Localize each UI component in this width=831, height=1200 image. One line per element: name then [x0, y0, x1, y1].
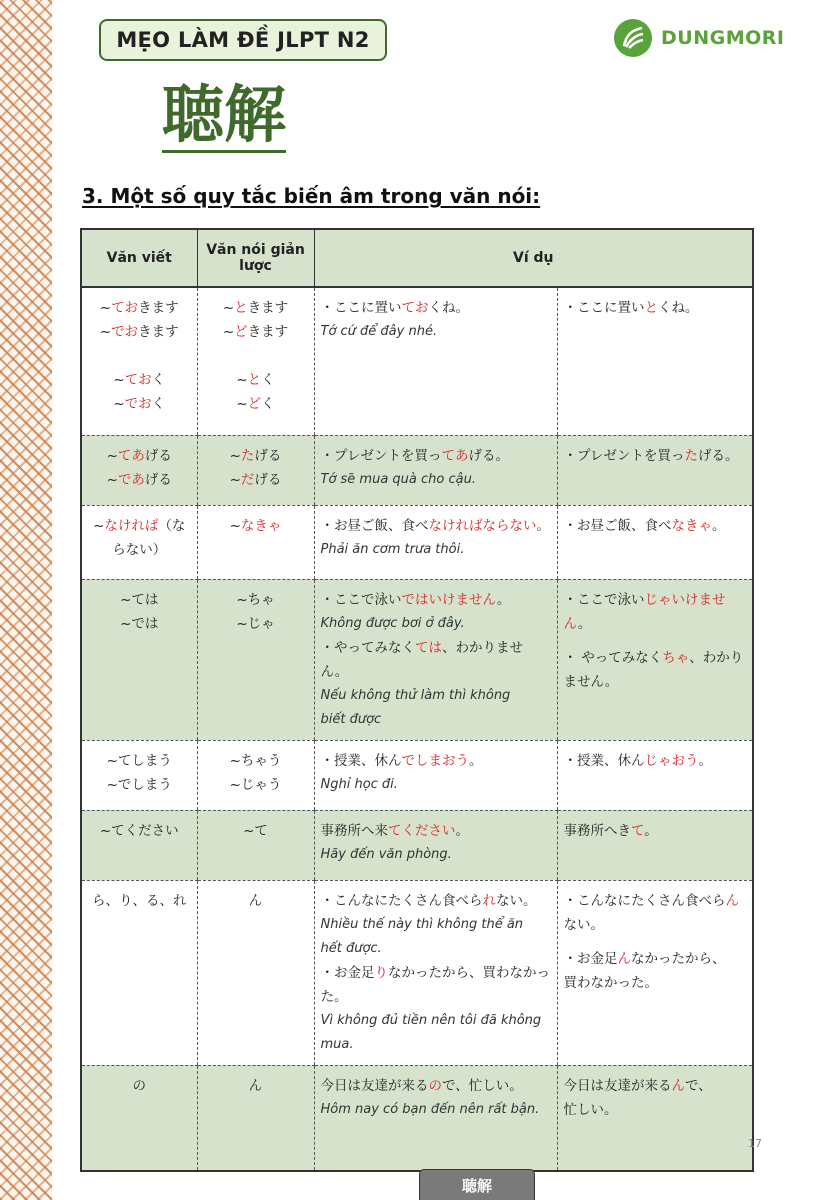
text-segment: 。 — [469, 752, 483, 769]
text-segment: ~ — [99, 300, 112, 316]
example-full-cell — [314, 287, 557, 435]
example-line — [564, 749, 747, 773]
table-row — [81, 810, 753, 880]
example-full-cell — [314, 810, 557, 880]
highlight-text: てください — [388, 822, 456, 839]
text-segment: Nếu không thử làm thì không — [320, 687, 511, 703]
example-full-cell — [314, 435, 557, 505]
text-segment: Nhiều thế này thì không thể ăn — [320, 916, 524, 932]
text-segment: ん — [248, 892, 263, 909]
highlight-text: た — [684, 447, 698, 464]
cell-line — [88, 773, 191, 797]
highlight-text: でお — [111, 324, 139, 340]
text-segment: 。 — [712, 517, 726, 534]
cell-line — [88, 588, 191, 612]
title-badge — [99, 19, 387, 61]
example-full-cell — [314, 505, 557, 579]
highlight-text: れ — [482, 892, 496, 909]
cell-line — [204, 514, 308, 538]
example-line — [564, 670, 747, 694]
highlight-text: ではいけません — [401, 591, 497, 608]
text-segment: ~じゃう — [229, 776, 282, 793]
highlight-text: じゃおう — [644, 752, 699, 769]
text-segment: Phải ăn cơm trưa thôi. — [320, 541, 465, 557]
text-segment: ~ — [106, 471, 118, 488]
highlight-text: と — [234, 300, 248, 316]
example-line — [564, 646, 747, 670]
text-segment: きます — [247, 324, 289, 340]
page-number: 17 — [748, 1137, 762, 1150]
text-segment: く — [151, 372, 166, 388]
example-line — [564, 636, 747, 646]
brand-name: DUNGMORI — [661, 27, 785, 49]
example-line — [321, 819, 551, 843]
cell-line — [204, 468, 308, 492]
example-full-cell — [314, 579, 557, 740]
highlight-text: ど — [247, 396, 262, 412]
text-segment: 。 — [536, 517, 550, 534]
cell-line — [204, 819, 308, 843]
text-segment: ~では — [120, 615, 159, 632]
text-segment: ~ — [222, 324, 235, 340]
text-segment: ・ここに置い — [563, 300, 645, 316]
example-line — [564, 819, 747, 843]
text-segment: ・ やってみなく — [563, 649, 663, 666]
cell-line — [88, 344, 191, 368]
highlight-text: なければ — [104, 517, 159, 534]
table-row — [81, 287, 753, 435]
title-badge-text: MẸO LÀM ĐỀ JLPT N2 — [116, 28, 370, 52]
highlight-text: なければならない — [428, 517, 537, 534]
example-short-cell — [557, 579, 753, 740]
spoken-form-cell — [197, 1065, 314, 1171]
vietnamese-translation — [321, 708, 551, 732]
example-line — [321, 296, 551, 320]
vietnamese-translation — [321, 773, 551, 797]
text-segment: ・やってみなく — [320, 639, 415, 656]
highlight-text: の — [428, 1077, 442, 1094]
header-example: Ví dụ — [314, 229, 753, 287]
text-segment: 。 — [455, 822, 469, 839]
text-segment: Không được bơi ở đây. — [320, 615, 465, 631]
highlight-text: てお — [111, 300, 139, 316]
cell-line — [204, 392, 308, 416]
highlight-text: と — [644, 300, 658, 316]
example-short-cell — [557, 880, 753, 1065]
vietnamese-translation — [321, 1009, 551, 1033]
text-segment: ~ — [236, 372, 248, 388]
vietnamese-translation — [321, 913, 551, 937]
header-spoken: Văn nói giản lược — [197, 229, 314, 287]
text-segment: ・こんなにたくさん食べら — [563, 892, 726, 909]
example-line — [321, 749, 551, 773]
spoken-form-cell — [197, 579, 314, 740]
text-segment: ・お金足 — [320, 964, 375, 981]
written-form-cell — [81, 1065, 197, 1171]
header-written: Văn viết — [81, 229, 197, 287]
cell-line — [88, 1074, 191, 1098]
text-segment: Hôm nay có bạn đến nên rất bận. — [320, 1101, 540, 1117]
text-segment: げる — [254, 471, 282, 488]
cell-line — [88, 392, 191, 416]
text-segment: ・お金足 — [563, 950, 618, 967]
text-segment: ・こんなにたくさん食べら — [320, 892, 483, 909]
text-segment: ん — [248, 1077, 263, 1094]
table-row — [81, 435, 753, 505]
text-segment: ません。 — [563, 673, 619, 690]
example-line — [321, 444, 551, 468]
cell-line — [88, 468, 191, 492]
example-line — [564, 947, 747, 971]
leaf-logo-icon — [613, 18, 653, 58]
text-segment: 今日は友達が来る — [320, 1077, 429, 1094]
text-segment: 事務所へ来 — [320, 822, 388, 839]
highlight-text: てお — [124, 372, 152, 388]
cell-line — [204, 612, 308, 636]
cell-line — [88, 514, 191, 538]
example-line — [321, 636, 551, 684]
cell-line — [204, 296, 308, 320]
text-segment: ~じゃ — [236, 615, 275, 632]
cell-line — [204, 773, 308, 797]
text-segment: ・ここで泳い — [563, 591, 645, 608]
vietnamese-translation — [321, 1033, 551, 1057]
written-form-cell — [81, 740, 197, 810]
highlight-text: なきゃ — [671, 517, 712, 534]
cell-line — [204, 368, 308, 392]
written-form-cell — [81, 435, 197, 505]
cell-line — [204, 344, 308, 368]
table-row — [81, 505, 753, 579]
text-segment: Hãy đến văn phòng. — [320, 846, 452, 862]
text-segment: ・プレゼントを買っ — [320, 447, 442, 464]
text-segment: ・お昼ご飯、食べ — [563, 517, 672, 534]
text-segment: ~ — [93, 517, 105, 534]
text-segment: 忙しい。 — [563, 1101, 618, 1118]
vietnamese-translation — [321, 684, 551, 708]
text-segment: ~ — [229, 471, 241, 488]
example-line — [564, 514, 747, 538]
text-segment: げる — [144, 471, 172, 488]
vietnamese-translation — [321, 468, 551, 492]
example-line — [564, 889, 747, 913]
cell-line — [204, 588, 308, 612]
rules-table — [80, 228, 754, 1172]
text-segment: ~でしまう — [106, 776, 172, 793]
text-segment: ない。 — [496, 892, 537, 909]
decorative-border — [0, 0, 52, 1200]
example-line — [321, 1074, 551, 1098]
cell-line — [88, 749, 191, 773]
section-heading: 3. Một số quy tắc biến âm trong văn nói: — [82, 184, 541, 208]
cell-line — [204, 889, 308, 913]
example-short-cell — [557, 287, 753, 435]
cell-line — [88, 368, 191, 392]
text-segment: ・授業、休ん — [320, 752, 402, 769]
text-segment: biết được — [320, 711, 382, 727]
cell-line — [204, 749, 308, 773]
example-line — [321, 514, 551, 538]
cell-line — [88, 444, 191, 468]
text-segment: くね。 — [428, 300, 469, 316]
highlight-text: ん — [671, 1077, 685, 1094]
highlight-text: なきゃ — [240, 517, 282, 534]
example-line — [564, 444, 747, 468]
text-segment: げる — [254, 447, 282, 464]
text-segment: ~ — [99, 324, 112, 340]
example-line — [321, 588, 551, 612]
text-segment: 買わなかった。 — [563, 974, 658, 991]
text-segment: ・お昼ご飯、食べ — [320, 517, 429, 534]
highlight-text: だ — [240, 471, 255, 488]
text-segment: hết được. — [320, 940, 382, 956]
text-segment: く — [261, 396, 275, 412]
text-segment: ない。 — [563, 916, 604, 933]
text-segment: 事務所へき — [563, 822, 631, 839]
highlight-text: と — [247, 372, 262, 388]
example-line — [564, 1074, 747, 1098]
highlight-text: てあ — [441, 447, 469, 464]
example-short-cell — [557, 810, 753, 880]
text-segment: 。 — [644, 822, 658, 839]
vietnamese-translation — [321, 538, 551, 562]
highlight-text: ちゃ — [662, 649, 690, 666]
example-short-cell — [557, 505, 753, 579]
example-line — [564, 937, 747, 947]
table-row — [81, 880, 753, 1065]
highlight-text: り — [374, 964, 388, 981]
text-segment: なかったから、 — [631, 950, 726, 967]
highlight-text: じゃいけません — [563, 591, 726, 632]
example-line — [564, 588, 747, 636]
text-segment: ~ — [106, 447, 118, 464]
text-segment: 、わかり — [689, 649, 744, 666]
written-form-cell — [81, 505, 197, 579]
vietnamese-translation — [321, 612, 551, 636]
highlight-text: て — [631, 822, 645, 839]
text-segment: ・ここで泳い — [320, 591, 402, 608]
text-segment: ~ちゃ — [236, 591, 275, 608]
text-segment: きます — [138, 300, 179, 316]
written-form-cell — [81, 880, 197, 1065]
spoken-form-cell — [197, 740, 314, 810]
spoken-form-cell — [197, 810, 314, 880]
table-header-row — [81, 229, 753, 287]
highlight-text: ん — [617, 950, 631, 967]
spoken-form-cell — [197, 880, 314, 1065]
text-segment: 、わかりません。 — [320, 639, 523, 680]
highlight-text: でしまおう — [401, 752, 469, 769]
highlight-text: てあ — [117, 447, 145, 464]
footer-tab-label: 聴解 — [461, 1176, 492, 1195]
text-segment: 。 — [577, 615, 592, 632]
highlight-text: ん — [725, 892, 739, 909]
cell-line — [88, 320, 191, 344]
text-segment: ・授業、休ん — [563, 752, 645, 769]
written-form-cell — [81, 810, 197, 880]
spoken-form-cell — [197, 435, 314, 505]
text-segment: 。 — [496, 591, 511, 608]
highlight-text: ては — [415, 639, 442, 656]
table-row — [81, 740, 753, 810]
text-segment: 。 — [698, 752, 712, 769]
example-full-cell — [314, 740, 557, 810]
text-segment: ~ — [229, 517, 241, 534]
table-row — [81, 579, 753, 740]
brand-logo — [613, 18, 784, 58]
text-segment: ~ — [222, 300, 235, 316]
text-segment: ~ — [113, 372, 125, 388]
text-segment: ~てしまう — [106, 752, 172, 769]
vietnamese-translation — [321, 937, 551, 961]
text-segment: で、忙しい。 — [442, 1077, 523, 1094]
text-segment: きます — [138, 324, 179, 340]
text-segment: らない） — [112, 541, 167, 558]
text-segment: ~ — [229, 447, 241, 464]
vietnamese-translation — [321, 320, 551, 344]
example-full-cell — [314, 1065, 557, 1171]
text-segment: Vì không đủ tiền nên tôi đã không — [320, 1012, 542, 1028]
text-segment: の — [132, 1077, 146, 1094]
highlight-text: ど — [234, 324, 248, 340]
cell-line — [204, 320, 308, 344]
text-segment: く — [151, 396, 166, 412]
example-full-cell — [314, 880, 557, 1065]
text-segment: で、 — [685, 1077, 712, 1094]
text-segment: なかったから、買わなかった。 — [320, 964, 550, 1005]
text-segment: く — [261, 372, 275, 388]
footer-tab[interactable] — [419, 1169, 535, 1200]
text-segment: ~ — [236, 396, 248, 412]
text-segment: （な — [158, 517, 186, 534]
written-form-cell — [81, 579, 197, 740]
text-segment: ~て — [243, 822, 268, 839]
text-segment: くね。 — [658, 300, 699, 316]
cell-line — [88, 612, 191, 636]
text-segment: ら、り、る、れ — [92, 892, 187, 909]
vietnamese-translation — [321, 843, 551, 867]
text-segment: 今日は友達が来る — [563, 1077, 672, 1094]
vietnamese-translation — [321, 1098, 551, 1122]
highlight-text: た — [240, 447, 255, 464]
example-short-cell — [557, 1065, 753, 1171]
spoken-form-cell — [197, 287, 314, 435]
example-line — [321, 889, 551, 913]
text-segment: Nghỉ học đi. — [320, 776, 398, 792]
highlight-text: てお — [401, 300, 429, 316]
highlight-text: でお — [124, 396, 152, 412]
cell-line — [88, 819, 191, 843]
table-body — [81, 287, 753, 1171]
text-segment: ・プレゼントを買っ — [563, 447, 685, 464]
highlight-text: であ — [117, 471, 145, 488]
text-segment: Tớ sẽ mua quà cho cậu. — [320, 471, 476, 487]
text-segment: ~てください — [99, 822, 179, 839]
cell-line — [88, 538, 191, 562]
text-segment: Tớ cứ để đây nhé. — [320, 324, 438, 339]
text-segment: げる — [144, 447, 172, 464]
page-title: 聴解 — [162, 78, 287, 151]
cell-line — [88, 889, 191, 913]
text-segment: げる。 — [697, 447, 739, 464]
example-line — [564, 1098, 747, 1122]
example-short-cell — [557, 435, 753, 505]
spoken-form-cell — [197, 505, 314, 579]
text-segment: げる。 — [468, 447, 509, 464]
cell-line — [204, 444, 308, 468]
example-line — [564, 913, 747, 937]
text-segment: ・ここに置い — [320, 300, 402, 316]
cell-line — [88, 296, 191, 320]
text-segment: ~ — [113, 396, 125, 412]
text-segment: ~ちゃう — [229, 752, 282, 769]
text-segment: きます — [247, 300, 289, 316]
example-line — [564, 971, 747, 995]
text-segment: mua. — [320, 1036, 354, 1052]
example-line — [321, 961, 551, 1009]
example-line — [564, 296, 747, 320]
example-short-cell — [557, 740, 753, 810]
table-row — [81, 1065, 753, 1171]
cell-line — [204, 1074, 308, 1098]
text-segment: ~ては — [120, 591, 159, 608]
written-form-cell — [81, 287, 197, 435]
